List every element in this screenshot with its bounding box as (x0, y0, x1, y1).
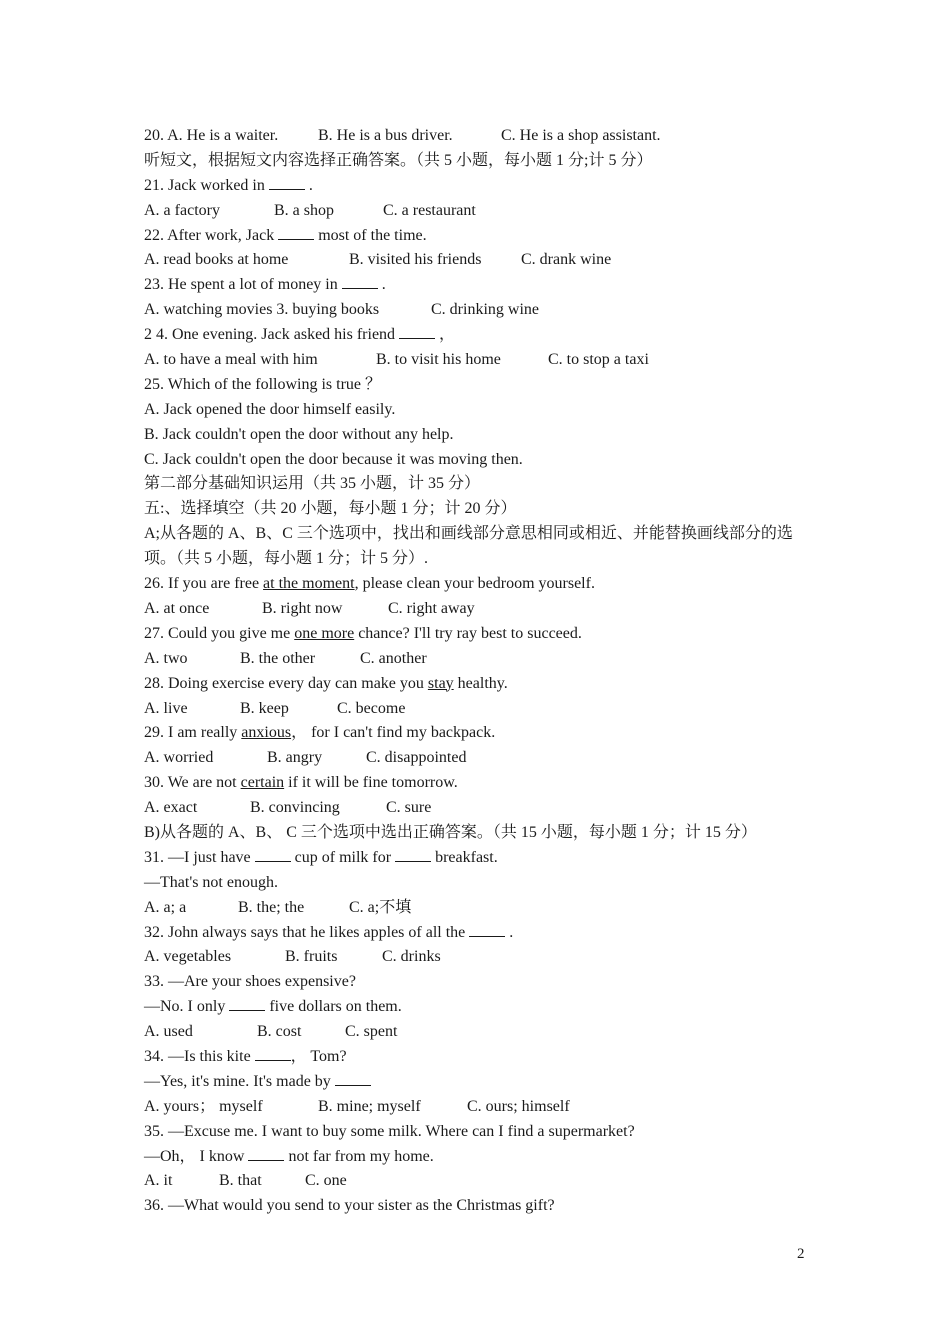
answer-option: B. that (219, 1172, 262, 1190)
question-text: ， for I can't find my backpack. (291, 724, 496, 742)
answer-option: A. read books at home (144, 251, 289, 269)
text-line: 35. —Excuse me. I want to buy some milk. Where can I find a supermarket? (144, 1122, 635, 1140)
question-text: five dollars on them. (265, 998, 402, 1016)
answer-option: A. exact (144, 799, 198, 817)
answer-blank (269, 175, 305, 190)
question-line (144, 846, 824, 871)
answer-options (144, 796, 824, 821)
question-text: —No. I only (144, 998, 230, 1016)
answer-option: B. fruits (285, 948, 338, 966)
question-text: —Oh， I know (144, 1147, 249, 1165)
answer-option: C. drinks (382, 948, 441, 966)
question-text: 32. John always says that he likes apples of all the (144, 923, 470, 941)
answer-options (144, 697, 824, 722)
text-line: 第二部分基础知识运用（共 35 小题，计 35 分） (144, 475, 481, 493)
question-line (144, 921, 824, 946)
answer-option: C. right away (388, 599, 475, 617)
answer-option: C. a;不填 (349, 898, 412, 916)
text-line: 36. —What would you send to your sister as the Christmas gift? (144, 1197, 555, 1215)
answer-option: B. the other (240, 649, 316, 667)
text-line: 听短文，根据短文内容选择正确答案。（共 5 小题，每小题 1 分;计 5 分） (144, 151, 653, 169)
answer-option: C. ours; himself (467, 1097, 570, 1115)
answer-option: C. drank wine (521, 251, 612, 269)
answer-options (144, 248, 824, 273)
answer-option: B. right now (262, 599, 343, 617)
question-text: , please clean your bedroom yourself. (354, 575, 595, 593)
answer-option: B. visited his friends (349, 251, 482, 269)
answer-option: C. to stop a taxi (548, 351, 649, 369)
text-line: B)从各题的 A、B、 C 三个选项中选出正确答案。（共 15 小题，每小题 1 分；计 15 分） (144, 823, 757, 841)
answer-option: B. mine; myself (318, 1097, 421, 1115)
text-line: C. Jack couldn't open the door because it was moving then. (144, 450, 523, 468)
question-line (144, 672, 824, 697)
question-text: ， (435, 326, 456, 344)
underlined-phrase: certain (240, 774, 285, 792)
document-body (144, 124, 824, 1219)
answer-option: B. the; the (238, 898, 305, 916)
page-number: 2 (797, 1246, 805, 1262)
instruction-paragraph: A;从各题的 A、B、C 三个选项中，找出和画线部分意思相同或相近、并能替换画线部分的选项。（共 5 小题，每小题 1 分；计 5 分）. (144, 525, 793, 568)
answer-option: C. disappointed (366, 749, 467, 767)
question-text: 29. I am really (144, 724, 242, 742)
answer-blank (469, 922, 505, 937)
answer-option: A. watching movies 3. buying books (144, 301, 380, 319)
answer-option: C. sure (386, 799, 432, 817)
answer-blank (278, 225, 314, 240)
question-line (144, 1145, 824, 1170)
answer-options (144, 124, 824, 149)
question-line (144, 622, 824, 647)
answer-options (144, 896, 824, 921)
answer-option: C. drinking wine (431, 301, 539, 319)
question-text: breakfast. (431, 848, 498, 866)
question-text: . (377, 276, 386, 294)
answer-blank (229, 996, 265, 1011)
answer-options (144, 1095, 824, 1120)
answer-option: C. one (305, 1172, 347, 1190)
question-text: 22. After work, Jack (144, 226, 279, 244)
question-text: 26. If you are free (144, 575, 264, 593)
text-line: 25. Which of the following is true ？ (144, 375, 382, 393)
text-line: B. Jack couldn't open the door without any help. (144, 425, 454, 443)
question-text: 21. Jack worked in (144, 176, 269, 194)
answer-option: A. a factory (144, 201, 220, 219)
answer-option: A. a; a (144, 898, 187, 916)
answer-option: B. He is a bus driver. (318, 127, 453, 144)
answer-blank (255, 1046, 291, 1061)
answer-options (144, 199, 824, 224)
answer-option: A. yours； myself (144, 1097, 263, 1115)
question-text: 31. —I just have (144, 848, 255, 866)
question-line (144, 1045, 824, 1070)
question-text: —Yes, it's mine. It's made by (144, 1072, 335, 1090)
question-line (144, 572, 824, 597)
answer-option: C. spent (345, 1023, 398, 1041)
question-line (144, 224, 824, 249)
answer-blank (399, 324, 435, 339)
answer-option: B. angry (267, 749, 323, 767)
question-text: 34. —Is this kite (144, 1047, 255, 1065)
answer-options (144, 597, 824, 622)
answer-option: B. to visit his home (376, 351, 501, 369)
answer-options (144, 298, 824, 323)
answer-options (144, 945, 824, 970)
question-line (144, 174, 824, 199)
answer-option: B. keep (240, 699, 289, 717)
question-text: 23. He spent a lot of money in (144, 276, 342, 294)
answer-blank (395, 847, 431, 862)
answer-option: A. to have a meal with him (144, 351, 318, 369)
answer-option: B. convincing (250, 799, 340, 817)
answer-option: A. live (144, 699, 188, 717)
underlined-phrase: stay (427, 674, 454, 692)
answer-options (144, 1020, 824, 1045)
text-line: A. Jack opened the door himself easily. (144, 400, 396, 418)
answer-option: C. become (337, 699, 406, 717)
question-text: chance? I'll try ray best to succeed. (354, 624, 582, 642)
question-line (144, 721, 824, 746)
text-line: —That's not enough. (144, 873, 278, 891)
question-text: healthy. (453, 674, 508, 692)
answer-options (144, 647, 824, 672)
question-text: 30. We are not (144, 774, 241, 792)
answer-option: C. He is a shop assistant. (501, 127, 661, 144)
question-text: ， Tom? (290, 1047, 347, 1065)
text-line: 33. —Are your shoes expensive? (144, 973, 356, 991)
answer-blank (255, 847, 291, 862)
question-text: 2 4. One evening. Jack asked his friend (144, 326, 400, 344)
question-text: . (304, 176, 313, 194)
answer-option: B. a shop (274, 201, 334, 219)
underlined-phrase: one more (294, 624, 355, 642)
answer-option: A. vegetables (144, 948, 232, 966)
answer-blank (335, 1071, 371, 1086)
answer-blank (248, 1146, 284, 1161)
answer-options (144, 348, 824, 373)
question-text: 27. Could you give me (144, 624, 295, 642)
answer-option: A. used (144, 1023, 193, 1041)
answer-option: B. cost (257, 1023, 302, 1041)
answer-option: 20. A. He is a waiter. (144, 127, 279, 144)
question-line (144, 273, 824, 298)
answer-option: A. it (144, 1172, 173, 1190)
question-text: not far from my home. (284, 1147, 434, 1165)
question-text: cup of milk for (290, 848, 396, 866)
answer-options (144, 746, 824, 771)
question-text: . (505, 923, 514, 941)
question-text: if it will be fine tomorrow. (284, 774, 458, 792)
answer-blank (342, 274, 378, 289)
underlined-phrase: at the moment (263, 575, 355, 593)
question-line (144, 323, 824, 348)
question-line (144, 1070, 824, 1095)
question-line (144, 771, 824, 796)
question-text: most of the time. (314, 226, 427, 244)
answer-option: C. a restaurant (383, 201, 476, 219)
answer-option: C. another (360, 649, 427, 667)
answer-option: A. worried (144, 749, 214, 767)
question-text: 28. Doing exercise every day can make you (144, 674, 428, 692)
underlined-phrase: anxious (241, 724, 292, 742)
answer-option: A. two (144, 649, 188, 667)
answer-options (144, 1169, 824, 1194)
text-line: 五:、选择填空（共 20 小题，每小题 1 分；计 20 分） (144, 500, 517, 518)
question-line (144, 995, 824, 1020)
answer-option: A. at once (144, 599, 210, 617)
